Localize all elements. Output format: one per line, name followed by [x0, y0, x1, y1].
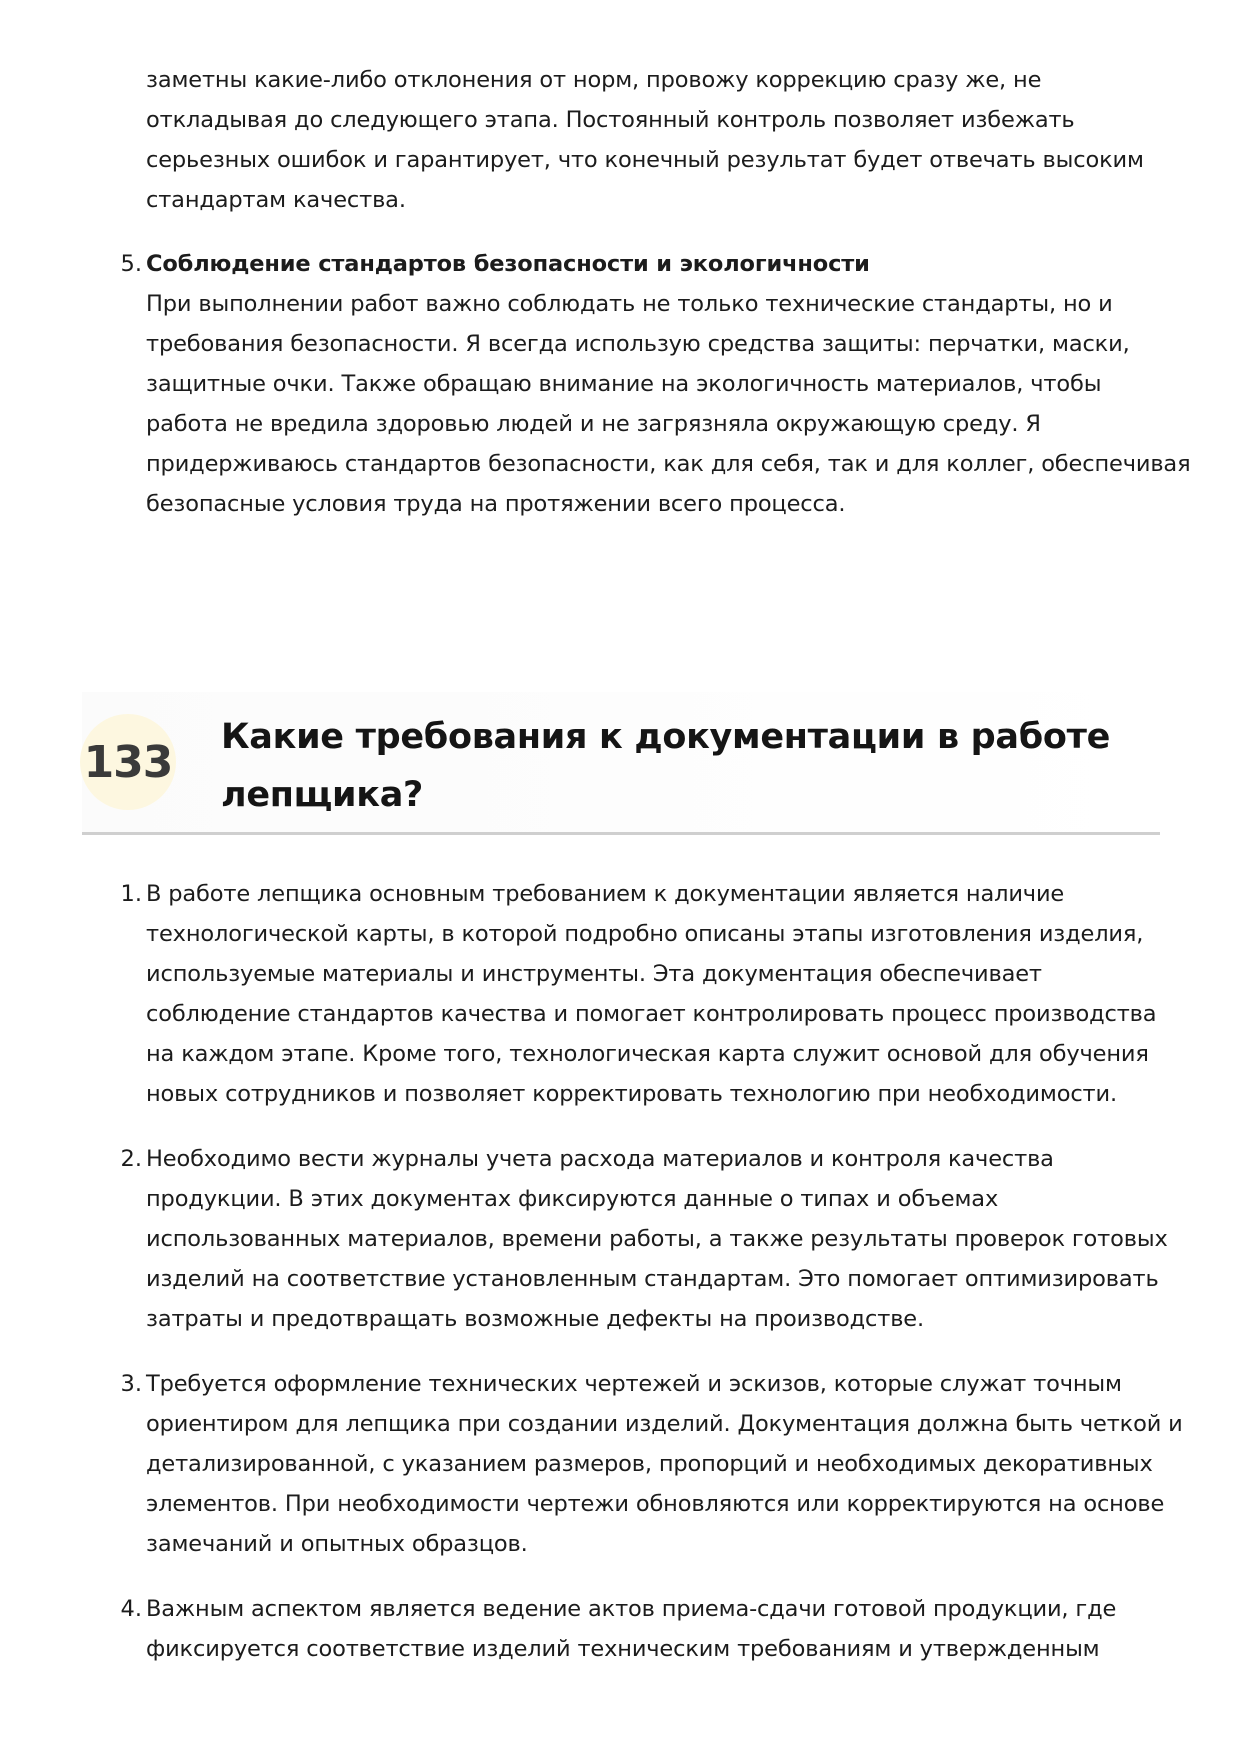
text-line: работа не вредила здоровью людей и не загрязняла окружающую среду. Я — [146, 411, 1041, 437]
question-number-badge: 133 — [80, 714, 176, 810]
text-line: затраты и предотвращать возможные дефекты на производстве. — [146, 1306, 924, 1332]
text-line: ориентиром для лепщика при создании изделий. Документация должна быть четкой и — [146, 1411, 1183, 1437]
list-number: 3. — [120, 1371, 142, 1397]
text-line: откладывая до следующего этапа. Постоянный контроль позволяет избежать — [146, 107, 1075, 133]
list-number: 1. — [120, 881, 142, 907]
text-line: элементов. При необходимости чертежи обновляются или корректируются на основе — [146, 1491, 1165, 1517]
answer-item-3 — [146, 1364, 1183, 1564]
text-line: При выполнении работ важно соблюдать не только технические стандарты, но и — [146, 291, 1113, 317]
text-line: изделий на соответствие установленным стандартам. Это помогает оптимизировать — [146, 1266, 1159, 1292]
text-line: В работе лепщика основным требованием к документации является наличие — [146, 881, 1065, 907]
text-line: Требуется оформление технических чертежей и эскизов, которые служат точным — [146, 1371, 1122, 1397]
question-title — [221, 708, 1121, 824]
text-line: соблюдение стандартов качества и помогает контролировать процесс производства — [146, 1001, 1157, 1027]
text-line: защитные очки. Также обращаю внимание на экологичность материалов, чтобы — [146, 371, 1102, 397]
text-line: требования безопасности. Я всегда использую средства защиты: перчатки, маски, — [146, 331, 1130, 357]
text-line: продукции. В этих документах фиксируются данные о типах и объемах — [146, 1186, 999, 1212]
answer-item-4 — [146, 1589, 1166, 1669]
text-line: детализированной, с указанием размеров, пропорций и необходимых декоративных — [146, 1451, 1153, 1477]
text-line: замечаний и опытных образцов. — [146, 1531, 528, 1557]
text-line: новых сотрудников и позволяет корректировать технологию при необходимости. — [146, 1081, 1117, 1107]
text-line: используемые материалы и инструменты. Эта документация обеспечивает — [146, 961, 1042, 987]
text-line: на каждом этапе. Кроме того, технологическая карта служит основой для обучения — [146, 1041, 1149, 1067]
item5-heading: Соблюдение стандартов безопасности и экологичности — [146, 251, 870, 277]
text-line: придерживаюсь стандартов безопасности, как для себя, так и для коллег, обеспечивая — [146, 451, 1191, 477]
answer-item-1 — [146, 874, 1166, 1114]
item5-body — [146, 244, 1191, 524]
title-line: лепщика? — [221, 775, 424, 815]
text-line: серьезных ошибок и гарантирует, что конечный результат будет отвечать высоким — [146, 147, 1144, 173]
list-number: 2. — [120, 1146, 142, 1172]
text-line: безопасные условия труда на протяжении всего процесса. — [146, 491, 846, 517]
text-line: Важным аспектом является ведение актов приема-сдачи готовой продукции, где — [146, 1596, 1117, 1622]
list-number: 4. — [120, 1596, 142, 1622]
text-line: фиксируется соответствие изделий техническим требованиям и утвержденным — [146, 1636, 1100, 1662]
title-line: Какие требования к документации в работе — [221, 717, 1111, 757]
item4-continuation — [146, 60, 1166, 220]
text-line: использованных материалов, времени работы, а также результаты проверок готовых — [146, 1226, 1168, 1252]
text-line: заметны какие-либо отклонения от норм, провожу коррекцию сразу же, не — [146, 67, 1042, 93]
answer-item-2 — [146, 1139, 1166, 1339]
list-number: 5. — [120, 251, 142, 277]
text-line: Необходимо вести журналы учета расхода материалов и контроля качества — [146, 1146, 1054, 1172]
text-line: стандартам качества. — [146, 187, 406, 213]
text-line: технологической карты, в которой подробно описаны этапы изготовления изделия, — [146, 921, 1144, 947]
